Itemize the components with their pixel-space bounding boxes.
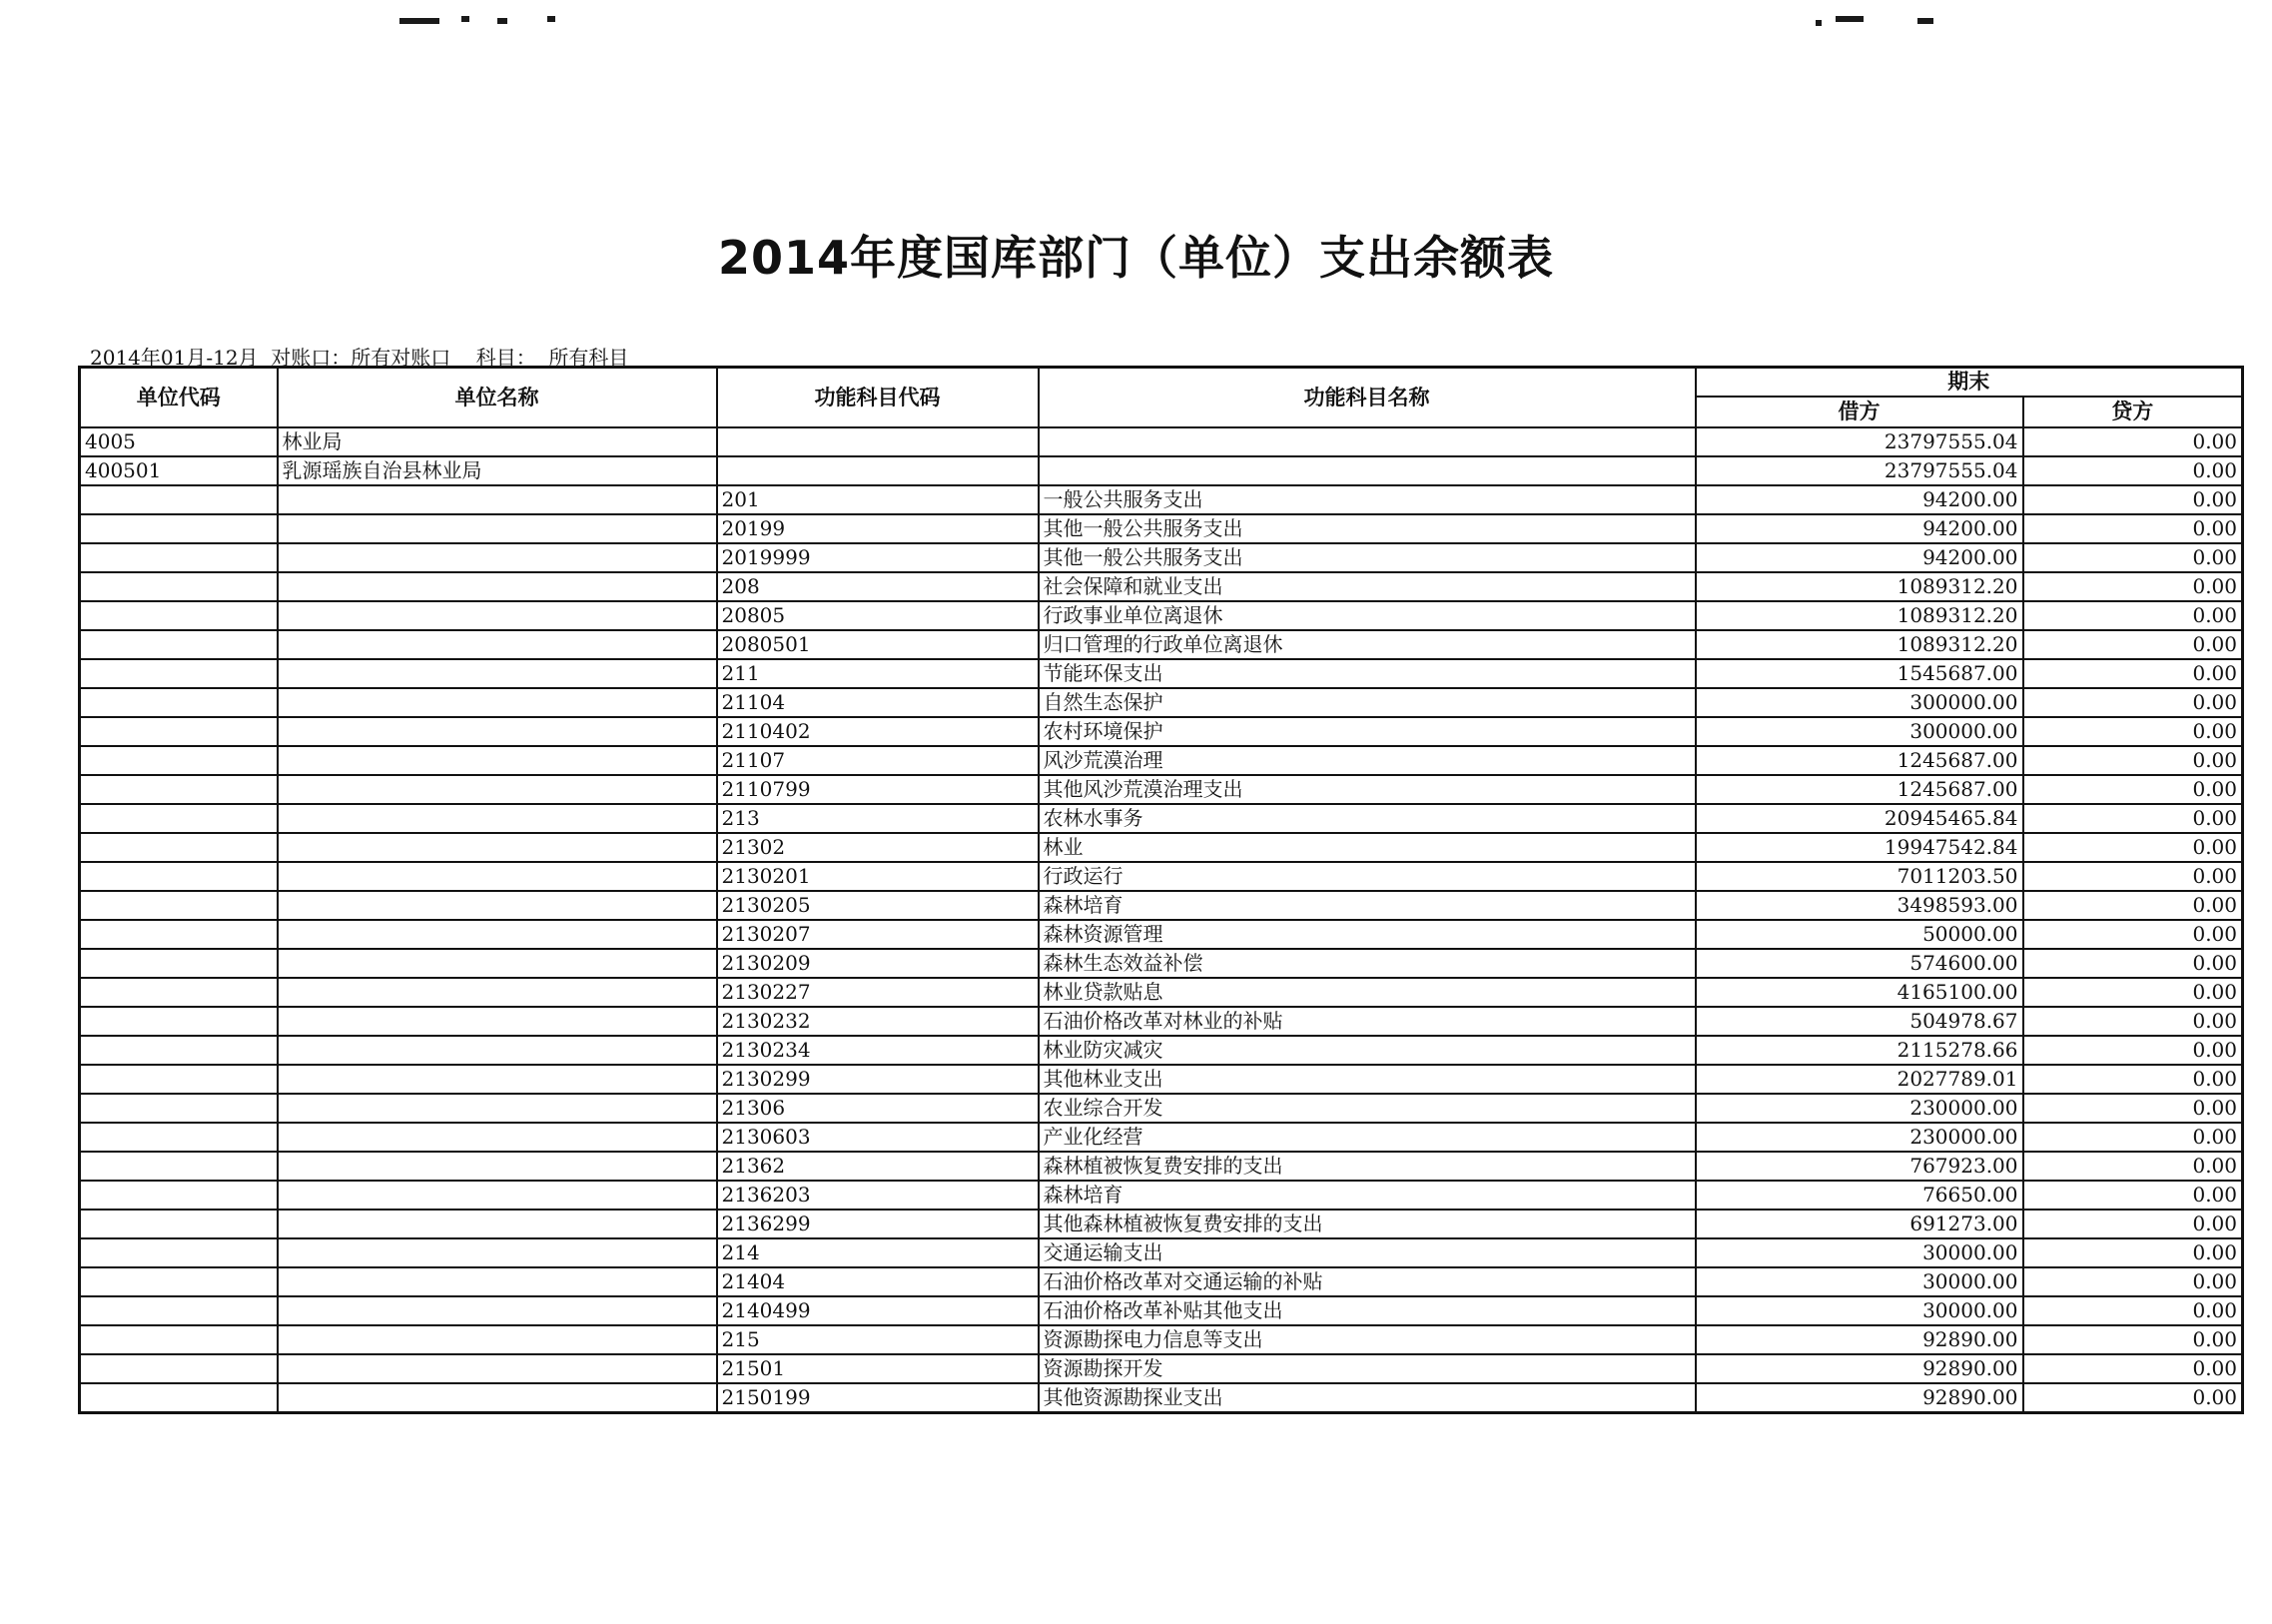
table-row [80, 427, 2243, 456]
cell-function-code: 211 [717, 659, 1039, 688]
cell-unit-name [278, 601, 717, 630]
cell-function-name: 森林培育 [1039, 1181, 1696, 1210]
cell-credit: 0.00 [2023, 775, 2243, 804]
cell-unit-code [80, 1123, 278, 1152]
cell-unit-name [278, 891, 717, 920]
cell-credit: 0.00 [2023, 746, 2243, 775]
cell-function-code: 2130209 [717, 949, 1039, 978]
cell-function-name: 交通运输支出 [1039, 1238, 1696, 1267]
table-row [80, 572, 2243, 601]
cell-credit: 0.00 [2023, 949, 2243, 978]
cell-debit: 1089312.20 [1696, 601, 2023, 630]
cell-unit-name [278, 485, 717, 514]
cell-credit: 0.00 [2023, 1210, 2243, 1238]
cell-credit: 0.00 [2023, 1354, 2243, 1383]
cell-unit-code [80, 1383, 278, 1413]
cell-unit-code [80, 833, 278, 862]
cell-function-code: 2130205 [717, 891, 1039, 920]
document-title: 2014年度国库部门（单位）支出余额表 [717, 231, 1555, 285]
cell-unit-code [80, 746, 278, 775]
cell-function-name: 农村环境保护 [1039, 717, 1696, 746]
cell-unit-code [80, 514, 278, 543]
cell-unit-code [80, 717, 278, 746]
cell-unit-code: 4005 [80, 427, 278, 456]
table-row [80, 1152, 2243, 1181]
cell-unit-code [80, 572, 278, 601]
cell-credit: 0.00 [2023, 659, 2243, 688]
cell-credit: 0.00 [2023, 1065, 2243, 1094]
cell-function-name: 石油价格改革补贴其他支出 [1039, 1296, 1696, 1325]
cell-function-code: 2140499 [717, 1296, 1039, 1325]
expenditure-balance-table [78, 366, 2244, 1414]
cell-unit-code [80, 1238, 278, 1267]
cell-function-code: 2110402 [717, 717, 1039, 746]
cell-function-code: 215 [717, 1325, 1039, 1354]
table-row [80, 601, 2243, 630]
cell-debit: 94200.00 [1696, 514, 2023, 543]
cell-credit: 0.00 [2023, 688, 2243, 717]
cell-function-name: 其他森林植被恢复费安排的支出 [1039, 1210, 1696, 1238]
cell-function-name: 自然生态保护 [1039, 688, 1696, 717]
cell-unit-name [278, 688, 717, 717]
cell-credit: 0.00 [2023, 1181, 2243, 1210]
table-row [80, 1267, 2243, 1296]
cell-credit: 0.00 [2023, 1036, 2243, 1065]
cell-unit-code [80, 1325, 278, 1354]
cell-unit-name [278, 514, 717, 543]
table-row [80, 746, 2243, 775]
cell-credit: 0.00 [2023, 891, 2243, 920]
table-row [80, 688, 2243, 717]
cell-debit: 20945465.84 [1696, 804, 2023, 833]
cell-debit: 23797555.04 [1696, 456, 2023, 485]
cell-unit-name [278, 1238, 717, 1267]
cell-function-name: 行政运行 [1039, 862, 1696, 891]
cell-unit-code [80, 1065, 278, 1094]
cell-function-name: 林业贷款贴息 [1039, 978, 1696, 1007]
cell-unit-name [278, 543, 717, 572]
cell-credit: 0.00 [2023, 1094, 2243, 1123]
cell-function-name: 农业综合开发 [1039, 1094, 1696, 1123]
cell-function-name: 归口管理的行政单位离退休 [1039, 630, 1696, 659]
cell-function-code: 2080501 [717, 630, 1039, 659]
table-row [80, 1238, 2243, 1267]
cell-function-name: 其他一般公共服务支出 [1039, 514, 1696, 543]
cell-function-name [1039, 427, 1696, 456]
cell-function-name: 资源勘探开发 [1039, 1354, 1696, 1383]
cell-function-code: 2130227 [717, 978, 1039, 1007]
cell-credit: 0.00 [2023, 601, 2243, 630]
scan-mark [547, 16, 555, 22]
header-debit: 借方 [1696, 397, 2023, 427]
cell-unit-name [278, 1036, 717, 1065]
cell-debit: 7011203.50 [1696, 862, 2023, 891]
cell-unit-name [278, 1325, 717, 1354]
cell-function-code: 20805 [717, 601, 1039, 630]
table-row [80, 485, 2243, 514]
cell-function-name: 农林水事务 [1039, 804, 1696, 833]
table-row [80, 862, 2243, 891]
cell-unit-code [80, 862, 278, 891]
cell-unit-code [80, 891, 278, 920]
cell-debit: 30000.00 [1696, 1296, 2023, 1325]
cell-debit: 1545687.00 [1696, 659, 2023, 688]
cell-function-code: 2130234 [717, 1036, 1039, 1065]
table-row [80, 1383, 2243, 1413]
cell-function-code: 2130232 [717, 1007, 1039, 1036]
cell-unit-name [278, 1152, 717, 1181]
cell-function-code: 2136299 [717, 1210, 1039, 1238]
table-row [80, 1210, 2243, 1238]
cell-function-name: 其他资源勘探业支出 [1039, 1383, 1696, 1413]
table-row [80, 804, 2243, 833]
table-row [80, 775, 2243, 804]
header-period-end: 期末 [1696, 368, 2243, 398]
cell-debit: 1245687.00 [1696, 746, 2023, 775]
cell-debit: 92890.00 [1696, 1383, 2023, 1413]
cell-credit: 0.00 [2023, 630, 2243, 659]
cell-function-name: 节能环保支出 [1039, 659, 1696, 688]
cell-unit-name [278, 1094, 717, 1123]
cell-credit: 0.00 [2023, 456, 2243, 485]
cell-unit-name [278, 1181, 717, 1210]
cell-unit-name [278, 920, 717, 949]
cell-function-code: 21404 [717, 1267, 1039, 1296]
cell-debit: 30000.00 [1696, 1267, 2023, 1296]
cell-credit: 0.00 [2023, 572, 2243, 601]
cell-unit-code [80, 804, 278, 833]
cell-credit: 0.00 [2023, 543, 2243, 572]
cell-function-code: 21306 [717, 1094, 1039, 1123]
cell-debit: 230000.00 [1696, 1123, 2023, 1152]
cell-debit: 300000.00 [1696, 688, 2023, 717]
report-meta-line: 2014年01月-12月 对账口：所有对账口 科目： 所有科目 [90, 346, 629, 370]
cell-credit: 0.00 [2023, 1007, 2243, 1036]
cell-unit-code [80, 485, 278, 514]
cell-unit-code [80, 659, 278, 688]
cell-function-code: 2019999 [717, 543, 1039, 572]
cell-function-name: 森林培育 [1039, 891, 1696, 920]
cell-function-code: 2130201 [717, 862, 1039, 891]
cell-debit: 2115278.66 [1696, 1036, 2023, 1065]
cell-unit-name [278, 659, 717, 688]
cell-debit: 1089312.20 [1696, 572, 2023, 601]
header-unit-code: 单位代码 [80, 368, 278, 428]
cell-function-name: 森林植被恢复费安排的支出 [1039, 1152, 1696, 1181]
cell-function-code: 21501 [717, 1354, 1039, 1383]
cell-credit: 0.00 [2023, 978, 2243, 1007]
cell-debit: 230000.00 [1696, 1094, 2023, 1123]
table-row [80, 1325, 2243, 1354]
cell-unit-code [80, 630, 278, 659]
cell-debit: 94200.00 [1696, 485, 2023, 514]
cell-unit-code [80, 978, 278, 1007]
cell-function-code: 2130603 [717, 1123, 1039, 1152]
cell-function-code: 21362 [717, 1152, 1039, 1181]
table-row [80, 717, 2243, 746]
cell-unit-name [278, 1354, 717, 1383]
cell-function-code: 21302 [717, 833, 1039, 862]
cell-unit-name [278, 630, 717, 659]
cell-function-name: 行政事业单位离退休 [1039, 601, 1696, 630]
cell-debit: 3498593.00 [1696, 891, 2023, 920]
cell-credit: 0.00 [2023, 804, 2243, 833]
cell-function-code: 21104 [717, 688, 1039, 717]
cell-credit: 0.00 [2023, 427, 2243, 456]
cell-unit-code [80, 1296, 278, 1325]
cell-unit-code [80, 775, 278, 804]
cell-credit: 0.00 [2023, 1123, 2243, 1152]
cell-function-name: 其他风沙荒漠治理支出 [1039, 775, 1696, 804]
header-unit-name: 单位名称 [278, 368, 717, 428]
cell-credit: 0.00 [2023, 1325, 2243, 1354]
cell-unit-code [80, 543, 278, 572]
cell-credit: 0.00 [2023, 1267, 2243, 1296]
cell-function-code: 208 [717, 572, 1039, 601]
scan-mark [399, 18, 439, 24]
cell-debit: 2027789.01 [1696, 1065, 2023, 1094]
cell-credit: 0.00 [2023, 862, 2243, 891]
table-row [80, 1123, 2243, 1152]
cell-function-code: 2130207 [717, 920, 1039, 949]
cell-function-code: 2130299 [717, 1065, 1039, 1094]
cell-debit: 23797555.04 [1696, 427, 2023, 456]
cell-unit-code [80, 1267, 278, 1296]
cell-unit-name [278, 978, 717, 1007]
cell-credit: 0.00 [2023, 485, 2243, 514]
cell-debit: 76650.00 [1696, 1181, 2023, 1210]
cell-function-name: 产业化经营 [1039, 1123, 1696, 1152]
cell-debit: 30000.00 [1696, 1238, 2023, 1267]
cell-unit-code [80, 920, 278, 949]
cell-unit-name [278, 775, 717, 804]
cell-unit-name [278, 833, 717, 862]
cell-function-code: 213 [717, 804, 1039, 833]
scan-mark [497, 18, 507, 24]
cell-unit-name [278, 862, 717, 891]
cell-function-name: 森林生态效益补偿 [1039, 949, 1696, 978]
table-row [80, 1296, 2243, 1325]
cell-unit-code [80, 1094, 278, 1123]
table-row [80, 514, 2243, 543]
table-row [80, 1065, 2243, 1094]
cell-unit-code [80, 1354, 278, 1383]
cell-function-name: 一般公共服务支出 [1039, 485, 1696, 514]
cell-unit-code [80, 1181, 278, 1210]
table-row [80, 1007, 2243, 1036]
cell-credit: 0.00 [2023, 514, 2243, 543]
cell-unit-code [80, 949, 278, 978]
cell-debit: 1089312.20 [1696, 630, 2023, 659]
cell-unit-name [278, 1123, 717, 1152]
cell-debit: 19947542.84 [1696, 833, 2023, 862]
cell-function-code: 2110799 [717, 775, 1039, 804]
table-row [80, 978, 2243, 1007]
table-row [80, 1181, 2243, 1210]
cell-credit: 0.00 [2023, 833, 2243, 862]
cell-debit: 300000.00 [1696, 717, 2023, 746]
cell-credit: 0.00 [2023, 1152, 2243, 1181]
cell-unit-name [278, 949, 717, 978]
cell-function-name [1039, 456, 1696, 485]
cell-unit-name [278, 572, 717, 601]
cell-unit-name: 林业局 [278, 427, 717, 456]
table-row [80, 949, 2243, 978]
cell-credit: 0.00 [2023, 1238, 2243, 1267]
cell-credit: 0.00 [2023, 920, 2243, 949]
cell-function-code [717, 427, 1039, 456]
cell-debit: 574600.00 [1696, 949, 2023, 978]
cell-unit-code [80, 688, 278, 717]
cell-function-name: 石油价格改革对林业的补贴 [1039, 1007, 1696, 1036]
table-row [80, 891, 2243, 920]
table-row [80, 543, 2243, 572]
cell-function-code: 21107 [717, 746, 1039, 775]
cell-unit-code [80, 1036, 278, 1065]
cell-credit: 0.00 [2023, 717, 2243, 746]
table-row [80, 920, 2243, 949]
table-row [80, 630, 2243, 659]
cell-unit-name [278, 1007, 717, 1036]
table-row [80, 1094, 2243, 1123]
cell-unit-code [80, 1007, 278, 1036]
table-row [80, 1354, 2243, 1383]
cell-function-name: 林业 [1039, 833, 1696, 862]
cell-credit: 0.00 [2023, 1296, 2243, 1325]
cell-function-name: 森林资源管理 [1039, 920, 1696, 949]
cell-unit-name [278, 1065, 717, 1094]
table-row [80, 833, 2243, 862]
table-row [80, 1036, 2243, 1065]
cell-unit-name [278, 1210, 717, 1238]
cell-debit: 92890.00 [1696, 1354, 2023, 1383]
cell-function-name: 资源勘探电力信息等支出 [1039, 1325, 1696, 1354]
header-function-name: 功能科目名称 [1039, 368, 1696, 428]
cell-debit: 504978.67 [1696, 1007, 2023, 1036]
cell-unit-name [278, 746, 717, 775]
cell-function-name: 其他林业支出 [1039, 1065, 1696, 1094]
header-credit: 贷方 [2023, 397, 2243, 427]
cell-unit-name [278, 1296, 717, 1325]
cell-function-code: 214 [717, 1238, 1039, 1267]
cell-function-code: 20199 [717, 514, 1039, 543]
cell-debit: 50000.00 [1696, 920, 2023, 949]
cell-debit: 92890.00 [1696, 1325, 2023, 1354]
cell-unit-name: 乳源瑶族自治县林业局 [278, 456, 717, 485]
cell-function-code: 201 [717, 485, 1039, 514]
cell-function-code: 2136203 [717, 1181, 1039, 1210]
cell-unit-name [278, 804, 717, 833]
cell-unit-name [278, 1267, 717, 1296]
cell-debit: 1245687.00 [1696, 775, 2023, 804]
cell-function-code: 2150199 [717, 1383, 1039, 1413]
scan-mark [461, 16, 469, 22]
cell-function-code [717, 456, 1039, 485]
scan-mark [1816, 20, 1822, 26]
cell-function-name: 风沙荒漠治理 [1039, 746, 1696, 775]
scan-mark [1917, 18, 1933, 24]
cell-unit-name [278, 1383, 717, 1413]
header-function-code: 功能科目代码 [717, 368, 1039, 428]
cell-debit: 691273.00 [1696, 1210, 2023, 1238]
cell-unit-name [278, 717, 717, 746]
cell-debit: 4165100.00 [1696, 978, 2023, 1007]
table-body [80, 427, 2243, 1413]
cell-function-name: 社会保障和就业支出 [1039, 572, 1696, 601]
cell-debit: 767923.00 [1696, 1152, 2023, 1181]
cell-unit-code: 400501 [80, 456, 278, 485]
cell-unit-code [80, 1210, 278, 1238]
cell-function-name: 石油价格改革对交通运输的补贴 [1039, 1267, 1696, 1296]
cell-function-name: 林业防灾减灾 [1039, 1036, 1696, 1065]
table-row [80, 659, 2243, 688]
cell-unit-code [80, 601, 278, 630]
cell-credit: 0.00 [2023, 1383, 2243, 1413]
cell-unit-code [80, 1152, 278, 1181]
cell-function-name: 其他一般公共服务支出 [1039, 543, 1696, 572]
scan-mark [1836, 16, 1864, 22]
table-row [80, 456, 2243, 485]
cell-debit: 94200.00 [1696, 543, 2023, 572]
